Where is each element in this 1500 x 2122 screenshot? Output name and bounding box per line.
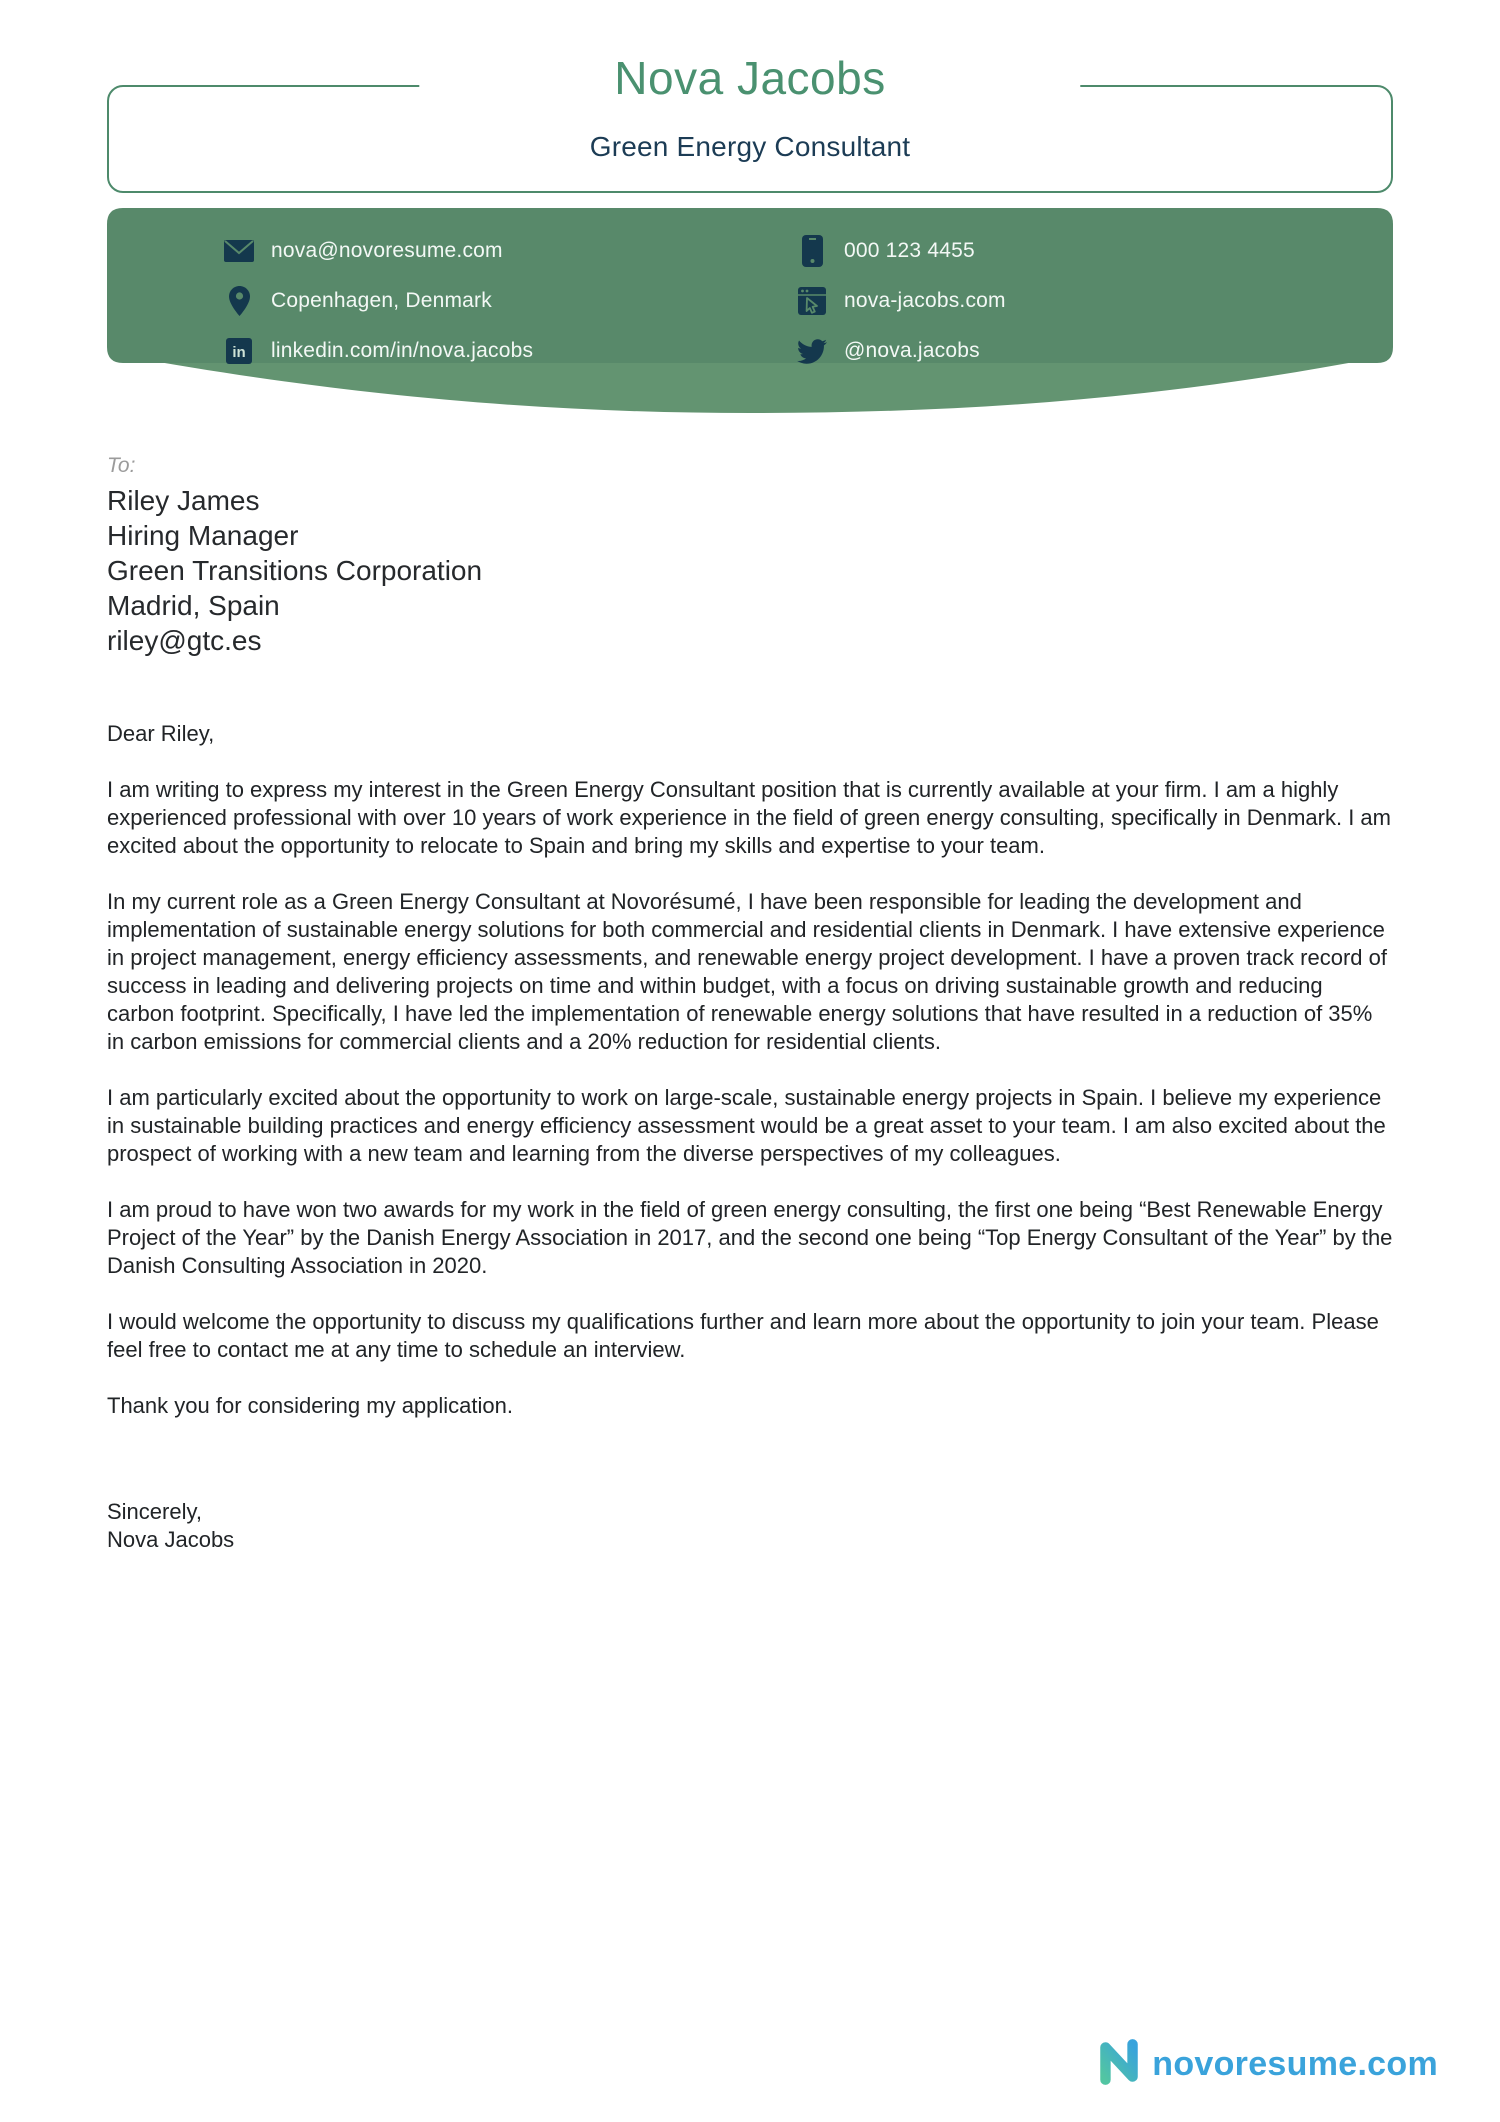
recipient-email: riley@gtc.es — [107, 625, 262, 656]
to-label: To: — [107, 454, 136, 477]
location-icon — [222, 286, 256, 316]
contact-column-right — [795, 226, 1006, 376]
contact-location-text: Copenhagen, Denmark — [271, 289, 492, 312]
contact-linkedin[interactable] — [222, 326, 533, 376]
candidate-title: Green Energy Consultant — [589, 131, 911, 162]
contact-email[interactable] — [222, 226, 533, 276]
letter-paragraph-2: In my current role as a Green Energy Consultant at Novorésumé, I have been responsible for leading the development and implementation of sustainable energy solutions for both commercial and residential clients in Denmark. I have extensive experience in project management, energy efficiency assessments, and renewable energy project development. I have a proven track record of success in leading and delivering projects on time and within budget, with a focus on driving sustainable growth and reducing carbon footprint. Specifically, I have led the implementation of renewable energy solutions that have resulted in a reduction of 35% in carbon emissions for commercial clients and a 20% reduction for residential clients. — [107, 889, 1387, 1054]
brand-link[interactable]: novoresume.com — [1152, 2045, 1438, 2083]
letter-paragraph-4: I am proud to have won two awards for my work in the field of green energy consulting, the first one being “Best Renewable Energy Project of the Year” by the Danish Energy Association in 2017, and the second one being “Top Energy Consultant of the Year” by the Danish Consulting Association in 2020. — [107, 1197, 1393, 1278]
contact-twitter[interactable] — [795, 326, 1006, 376]
salutation: Dear Riley, — [107, 721, 215, 746]
contact-phone-text: 000 123 4455 — [844, 239, 975, 262]
contact-website-text: nova-jacobs.com — [844, 289, 1006, 312]
recipient-company: Green Transitions Corporation — [107, 555, 483, 586]
letter-paragraph-3: I am particularly excited about the opportunity to work on large-scale, sustainable energy projects in Spain. I believe my experience in sustainable building practices and energy efficiency assessment would be a great asset to your team. I am also excited about the prospect of working with a new team and learning from the diverse perspectives of my colleagues. — [107, 1085, 1386, 1166]
contact-twitter-text: @nova.jacobs — [844, 339, 980, 362]
signature-name: Nova Jacobs — [107, 1527, 235, 1552]
novoresume-logo-icon — [1096, 2037, 1142, 2092]
contact-linkedin-text: linkedin.com/in/nova.jacobs — [271, 339, 534, 362]
svg-text:in: in — [232, 344, 246, 361]
twitter-icon — [795, 339, 829, 364]
footer — [1096, 2037, 1438, 2092]
recipient-block — [107, 454, 1393, 658]
recipient-name: Riley James — [107, 485, 260, 516]
letter-body — [107, 454, 1393, 1554]
closing-block — [107, 1498, 1393, 1554]
letter-paragraph-1: I am writing to express my interest in the Green Energy Consultant position that is currently available at your firm. I am a highly experienced professional with over 10 years of work experience in the field of green energy consulting, specifically in Denmark. I am excited about the opportunity to relocate to Spain and bring my skills and expertise to your team. — [107, 777, 1391, 858]
recipient-role: Hiring Manager — [107, 520, 299, 551]
letter-paragraph-5: I would welcome the opportunity to discuss my qualifications further and learn more about the opportunity to join your team. Please feel free to contact me at any time to schedule an interview. — [107, 1309, 1379, 1362]
contact-column-left — [222, 226, 533, 376]
recipient-location: Madrid, Spain — [107, 590, 280, 621]
contact-website[interactable] — [795, 276, 1006, 326]
contact-location[interactable] — [222, 276, 533, 326]
website-icon — [795, 287, 829, 315]
closing-phrase: Sincerely, — [107, 1499, 202, 1524]
phone-icon — [795, 235, 829, 267]
header — [107, 52, 1393, 193]
linkedin-icon — [222, 338, 256, 364]
letter-paragraph-6: Thank you for considering my application. — [107, 1393, 513, 1418]
contact-phone[interactable] — [795, 226, 1006, 276]
email-icon — [222, 240, 256, 262]
contact-email-text: nova@novoresume.com — [271, 239, 503, 262]
candidate-name: Nova Jacobs — [419, 47, 1080, 109]
contact-banner — [107, 208, 1393, 418]
